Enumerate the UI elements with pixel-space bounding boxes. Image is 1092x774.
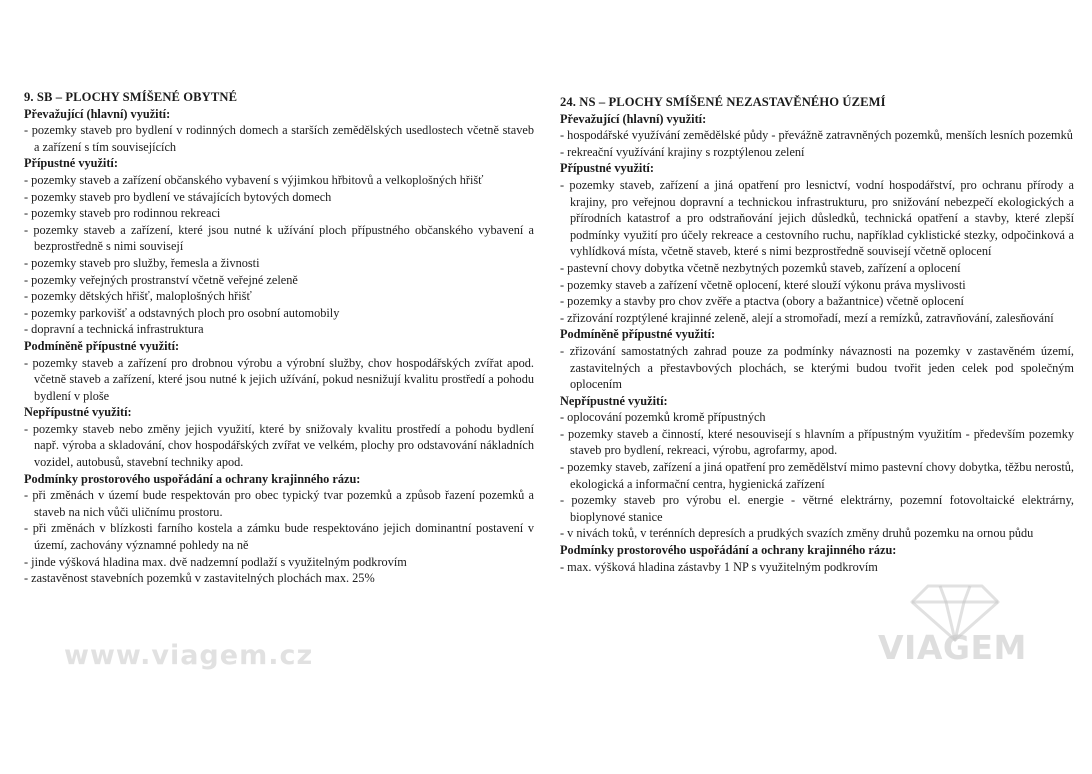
list-item: - pozemky staveb nebo změny jejich využití, které by snižovaly kvalitu prostředí a pohodu bydlení např. výroba a skladování, chov hospodářských zvířat ve velkém, plochy pro odstavování nákladních vozidel, autobusů, stavební techniky apod. (24, 421, 534, 470)
conditional-use-list (560, 343, 1074, 393)
watermark-logo-text: VIAGEM (878, 628, 1027, 667)
forbidden-use-label: Nepřípustné využití: (24, 405, 132, 420)
list-item: - pozemky staveb a činností, které nesouvisejí s hlavním a přípustným využitím - především pozemky staveb pro bydlení, rekreaci, výrobu, agrofarmy, apod. (560, 426, 1074, 458)
list-item: - pozemky staveb a zařízení, které jsou nutné k užívání ploch přípustného občanského vybavení a bezprostředně s nimi souvisejí (24, 222, 534, 254)
list-item: - hospodářské využívání zemědělské půdy - převážně zatravněných pozemků, menších lesních pozemků (560, 128, 1073, 143)
list-item: - při změnách v blízkosti farního kostela a zámku bude respektováno jejich dominantní postavení v území, zachovány významné pohledy na ně (24, 521, 534, 553)
list-item: - pozemky staveb pro rodinnou rekreaci (24, 206, 221, 221)
forbidden-use-label: Nepřípustné využití: (560, 393, 668, 408)
right-column (560, 94, 1074, 575)
list-item: - pozemky staveb pro služby, řemesla a živnosti (24, 255, 260, 270)
main-use-list (560, 127, 1074, 160)
list-item: - pozemky veřejných prostranství včetně veřejné zeleně (24, 272, 298, 287)
conditional-use-list (24, 355, 534, 405)
list-item: - pozemky dětských hřišť, maloplošných hřišť (24, 289, 252, 304)
list-item: - pozemky staveb, zařízení a jiná opatření pro zemědělství mimo pastevní chovy dobytka, těžbu nerostů, ekologická a informační centra, hygienická zařízení (560, 460, 1074, 491)
conditions-list (560, 559, 1074, 576)
list-item: - dopravní a technická infrastruktura (24, 322, 204, 337)
left-column (24, 89, 534, 587)
forbidden-use-list (560, 409, 1074, 542)
main-use-list (24, 122, 534, 155)
watermark-url: www.viagem.cz (64, 640, 314, 671)
allowed-use-label: Přípustné využití: (24, 156, 118, 171)
list-item: - rekreační využívání krajiny s rozptýlenou zelení (560, 144, 805, 159)
allowed-use-label: Přípustné využití: (560, 161, 654, 176)
section-heading-sb: 9. SB – PLOCHY SMÍŠENÉ OBYTNÉ (24, 90, 238, 104)
conditions-list (24, 487, 534, 587)
conditions-label: Podmínky prostorového uspořádání a ochrany krajinného rázu: (24, 471, 361, 486)
section-heading-ns: 24. NS – PLOCHY SMÍŠENÉ NEZASTAVĚNÉHO ÚZEMÍ (560, 95, 886, 109)
conditional-use-label: Podmíněně přípustné využití: (560, 327, 716, 342)
list-item: - pozemky parkovišť a odstavných ploch pro osobní automobily (24, 305, 340, 320)
list-item: - pozemky staveb a zařízení včetně oplocení, které slouží výkonu práva myslivosti (560, 277, 966, 292)
list-item: - zřizování rozptýlené krajinné zeleně, alejí a stromořadí, mezí a remízků, zatravňování, zalesňování (560, 310, 1054, 325)
list-item: - oplocování pozemků kromě přípustných (560, 410, 766, 425)
list-item: - pozemky staveb pro výrobu el. energie - větrné elektrárny, pozemní fotovoltaické elektrárny, bioplynové stanice (560, 493, 1074, 524)
forbidden-use-list (24, 421, 534, 471)
list-item: - pozemky staveb pro bydlení v rodinných domech a starších zemědělských usedlostech včetně staveb a zařízení s tím souvisejících (24, 123, 534, 154)
list-item: - max. výšková hladina zástavby 1 NP s využitelným podkrovím (560, 559, 878, 574)
list-item: - pozemky a stavby pro chov zvěře a ptactva (obory a bažantnice) včetně oplocení (560, 294, 964, 309)
list-item: - jinde výšková hladina max. dvě nadzemní podlaží s využitelným podkrovím (24, 554, 407, 569)
conditions-label: Podmínky prostorového uspořádání a ochrany krajinného rázu: (560, 543, 897, 558)
list-item: - při změnách v území bude respektován pro obec typický tvar pozemků a způsob řazení pozemků a staveb na nich vůči uličnímu prostoru. (24, 488, 534, 519)
list-item: - pozemky staveb, zařízení a jiná opatření pro lesnictví, vodní hospodářství, pro ochranu přírody a krajiny, pro veřejnou dopravní a technickou infrastrukturu, pro snižování nebezpečí ekologických a přírodních katastrof a pro odstraňování jejich důsledků, technická opatření a stavby, které zlepší podmínky využití pro účely rekreace a cestovního ruchu, například cyklistické stezky, odpočinková a vyhlídková místa, včetně staveb, které s nimi bezprostředně souvisejí včetně oplocení (560, 177, 1074, 259)
list-item: - zastavěnost stavebních pozemků v zastavitelných plochách max. 25% (24, 571, 375, 586)
list-item: - pastevní chovy dobytka včetně nezbytných pozemků staveb, zařízení a oplocení (560, 260, 961, 275)
list-item: - v nivách toků, v terénních depresích a prudkých svazích změny druhů pozemku na ornou půdu (560, 526, 1034, 541)
main-use-label: Převažující (hlavní) využití: (24, 106, 171, 121)
allowed-use-list (560, 177, 1074, 326)
list-item: - pozemky staveb a zařízení občanského vybavení s výjimkou hřbitovů a velkoplošných hřišť (24, 172, 484, 187)
list-item: - pozemky staveb pro bydlení ve stávajících bytových domech (24, 189, 332, 204)
allowed-use-list (24, 172, 534, 338)
list-item: - pozemky staveb a zařízení pro drobnou výrobu a výrobní služby, chov hospodářských zvířat apod. včetně staveb a zařízení, které jsou nutné k jejich užívání, pokud nesnižují kvalitu prostředí a pohodu bydlení v ploše (24, 355, 534, 403)
list-item: - zřizování samostatných zahrad pouze za podmínky návaznosti na pozemky v zastavěném území, zastavitelných a přestavbových plochách, se kterými budou tvořit jeden celek pod společným oplocením (560, 343, 1074, 392)
conditional-use-label: Podmíněně přípustné využití: (24, 338, 180, 353)
main-use-label: Převažující (hlavní) využití: (560, 111, 707, 126)
